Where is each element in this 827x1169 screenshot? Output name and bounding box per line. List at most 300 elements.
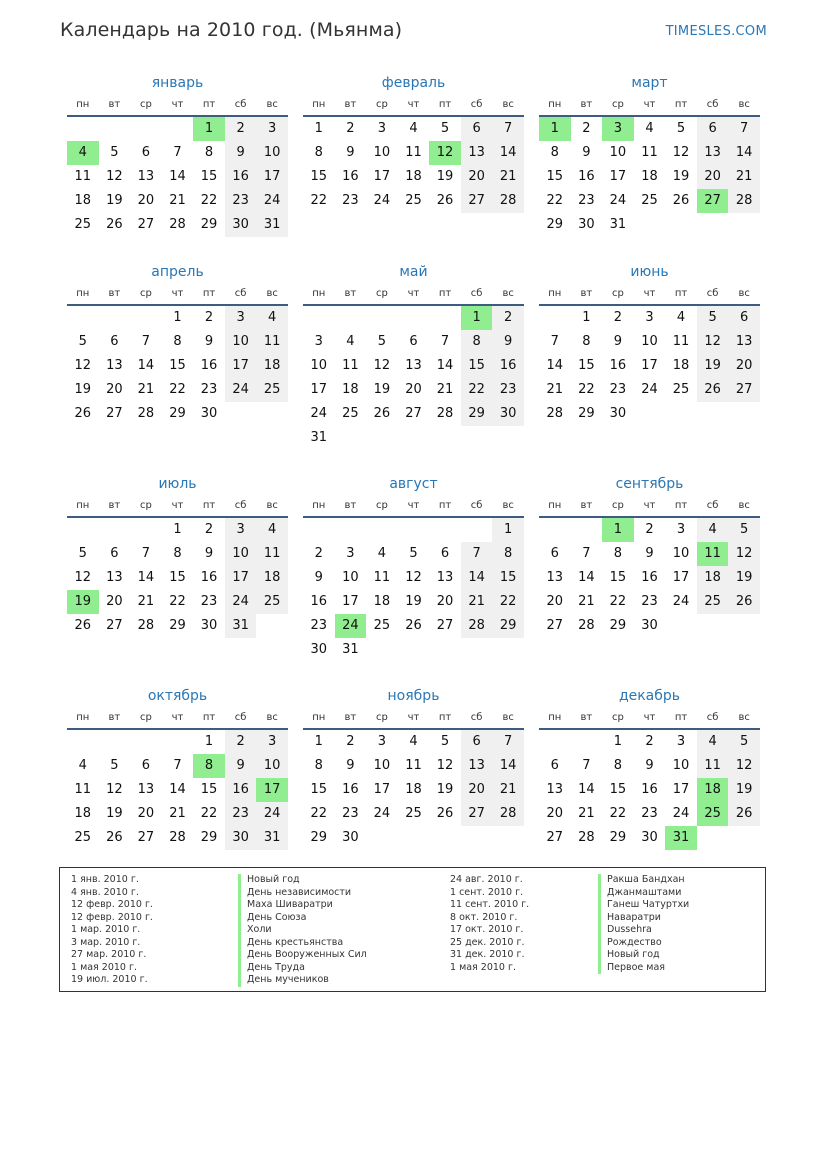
month-name: апрель (151, 264, 204, 280)
day-cell: 23 (225, 802, 257, 826)
legend-date: 3 мар. 2010 г. (71, 936, 141, 948)
day-cell: 15 (578, 358, 595, 373)
legend-holiday-name: Dussehra (598, 924, 689, 937)
day-cell: 6 (141, 145, 151, 160)
weekday-label: ср (375, 288, 388, 299)
day-cell: 11 (342, 358, 359, 373)
weekday-label: пт (438, 500, 452, 511)
day-cell: 24 (373, 806, 391, 821)
day-cell: 3 (256, 117, 288, 141)
day-cell: 21 (546, 382, 564, 397)
day-cell: 24 (373, 193, 391, 208)
day-cell: 22 (310, 193, 328, 208)
weekday-label: сб (234, 288, 247, 299)
legend-holiday-name: Джанмаштами (598, 887, 689, 900)
day-cell: 11 (256, 330, 288, 354)
day-cell: 31 (310, 430, 328, 445)
weekday-label: вт (580, 500, 593, 511)
day-cell: 2 (346, 121, 355, 136)
weekday-label: ср (139, 288, 152, 299)
month-name: июнь (630, 264, 669, 280)
day-cell: 21 (578, 806, 595, 821)
day-cell: 31 (256, 213, 288, 237)
weekday-label: вт (108, 99, 121, 110)
day-cell: 5 (110, 145, 119, 160)
weekday-label: сб (470, 99, 483, 110)
weekday-label: вс (266, 99, 278, 110)
day-cell: 5 (728, 730, 760, 754)
day-cell: 7 (492, 730, 524, 754)
day-cell: 26 (728, 590, 760, 614)
holiday-legend (59, 867, 766, 992)
day-cell: 2 (582, 121, 591, 136)
weekday-label: пн (312, 99, 326, 110)
day-cell: 25 (641, 193, 658, 208)
day-cell: 17 (225, 566, 257, 590)
day-cell: 12 (74, 358, 92, 373)
day-cell: 24 (256, 802, 288, 826)
day-cell: 8 (204, 145, 214, 160)
day-cell: 11 (672, 334, 690, 349)
day-cell: 14 (492, 141, 524, 165)
day-cell: 15 (609, 782, 627, 797)
weekday-label: сб (470, 712, 483, 723)
day-cell: 9 (346, 758, 355, 773)
day-cell: 4 (256, 518, 288, 542)
day-grid (303, 117, 524, 213)
weekday-label: пт (202, 288, 216, 299)
day-cell: 9 (225, 141, 257, 165)
empty-cell (303, 306, 335, 330)
day-cell: 19 (436, 782, 454, 797)
legend-date: 1 янв. 2010 г. (71, 874, 139, 885)
weekday-header (67, 707, 288, 730)
weekday-label: чт (171, 712, 184, 723)
legend-date: 17 окт. 2010 г. (450, 924, 524, 935)
weekday-label: пт (202, 712, 216, 723)
holiday-day: 17 (256, 778, 288, 802)
day-cell: 10 (609, 145, 627, 160)
day-cell: 3 (645, 310, 654, 325)
day-cell: 5 (409, 546, 418, 561)
legend-date: 8 окт. 2010 г. (450, 911, 518, 923)
day-cell: 23 (342, 806, 359, 821)
weekday-label: пн (548, 288, 562, 299)
day-cell: 14 (728, 141, 760, 165)
day-cell: 1 (314, 734, 323, 749)
empty-cell (67, 117, 99, 141)
day-cell: 16 (578, 169, 595, 184)
day-cell: 20 (461, 778, 493, 802)
day-cell: 20 (697, 165, 729, 189)
weekday-label: сб (234, 99, 247, 110)
day-cell: 21 (137, 594, 155, 609)
day-cell: 30 (342, 830, 359, 845)
day-cell: 30 (200, 406, 218, 421)
weekday-label: пт (438, 712, 452, 723)
day-cell: 4 (256, 306, 288, 330)
day-cell: 28 (461, 614, 493, 638)
day-cell: 7 (550, 334, 559, 349)
weekday-label: вт (344, 500, 357, 511)
day-cell: 10 (225, 330, 257, 354)
day-cell: 2 (204, 310, 214, 325)
day-cell: 12 (672, 145, 690, 160)
day-cell: 23 (609, 382, 627, 397)
day-cell: 5 (697, 306, 729, 330)
day-cell: 19 (728, 566, 760, 590)
day-cell: 12 (728, 542, 760, 566)
weekday-label: вс (502, 99, 514, 110)
legend-date: 12 февр. 2010 г. (71, 899, 153, 910)
day-cell: 4 (697, 518, 729, 542)
day-cell: 5 (440, 121, 450, 136)
day-cell: 8 (582, 334, 591, 349)
day-cell: 7 (141, 334, 151, 349)
day-cell: 1 (582, 310, 591, 325)
day-cell: 6 (110, 546, 119, 561)
day-cell: 21 (461, 590, 493, 614)
month-5 (303, 261, 524, 450)
day-cell: 29 (169, 618, 186, 633)
empty-cell (335, 306, 367, 330)
legend-date: 12 февр. 2010 г. (71, 911, 153, 923)
day-cell: 29 (546, 217, 564, 232)
holiday-day: 25 (697, 802, 729, 826)
weekday-header (303, 707, 524, 730)
day-cell: 2 (346, 734, 355, 749)
day-cell: 23 (578, 193, 595, 208)
day-cell: 4 (78, 758, 87, 773)
day-cell: 30 (492, 402, 524, 426)
day-cell: 13 (106, 570, 123, 585)
day-cell: 13 (461, 754, 493, 778)
day-cell: 29 (200, 217, 218, 232)
month-10 (67, 685, 288, 850)
day-cell: 17 (256, 165, 288, 189)
day-cell: 28 (492, 189, 524, 213)
day-cell: 6 (461, 117, 493, 141)
day-cell: 19 (405, 594, 422, 609)
weekday-label: вт (580, 712, 593, 723)
legend-holiday-name: Первое мая (598, 962, 689, 975)
legend-date: 24 авг. 2010 г. (450, 874, 523, 885)
day-cell: 18 (672, 358, 690, 373)
day-cell: 16 (342, 782, 359, 797)
day-cell: 22 (200, 806, 218, 821)
weekday-label: чт (643, 288, 656, 299)
day-cell: 9 (645, 758, 654, 773)
day-cell: 8 (492, 542, 524, 566)
day-cell: 5 (440, 734, 450, 749)
day-cell: 31 (609, 217, 627, 232)
weekday-label: пн (76, 712, 90, 723)
day-cell: 21 (169, 193, 186, 208)
weekday-label: чт (407, 288, 420, 299)
day-cell: 26 (436, 806, 454, 821)
day-cell: 26 (697, 378, 729, 402)
weekday-label: вс (502, 288, 514, 299)
day-cell: 25 (697, 590, 729, 614)
day-cell: 10 (373, 758, 391, 773)
weekday-label: вт (108, 288, 121, 299)
day-cell: 22 (578, 382, 595, 397)
day-cell: 20 (461, 165, 493, 189)
empty-cell (429, 306, 461, 330)
day-cell: 27 (137, 217, 155, 232)
day-cell: 20 (405, 382, 422, 397)
weekday-label: ср (375, 500, 388, 511)
day-cell: 21 (436, 382, 454, 397)
month-11 (303, 685, 524, 850)
day-grid (303, 518, 524, 662)
weekday-label: пт (438, 288, 452, 299)
weekday-label: чт (171, 99, 184, 110)
weekday-label: пн (548, 99, 562, 110)
weekday-label: вс (738, 99, 750, 110)
day-cell: 27 (436, 618, 454, 633)
weekday-label: вс (738, 288, 750, 299)
day-cell: 3 (676, 734, 686, 749)
day-cell: 8 (314, 145, 323, 160)
day-cell: 1 (613, 734, 623, 749)
day-cell: 17 (373, 782, 391, 797)
day-cell: 13 (461, 141, 493, 165)
holiday-day: 1 (602, 518, 634, 542)
weekday-header (67, 283, 288, 306)
empty-cell (99, 730, 131, 754)
holiday-day: 1 (539, 117, 571, 141)
day-cell: 5 (728, 518, 760, 542)
day-cell: 30 (225, 826, 257, 850)
day-cell: 15 (200, 169, 218, 184)
day-cell: 20 (546, 806, 564, 821)
month-name: март (631, 75, 668, 91)
day-cell: 25 (672, 382, 690, 397)
day-cell: 14 (578, 570, 595, 585)
day-cell: 8 (173, 546, 182, 561)
day-grid (303, 306, 524, 450)
weekday-label: вс (266, 288, 278, 299)
day-cell: 2 (645, 522, 654, 537)
day-cell: 19 (106, 193, 123, 208)
holiday-day: 1 (193, 117, 225, 141)
empty-cell (67, 518, 99, 542)
weekday-label: вс (738, 500, 750, 511)
day-cell: 26 (106, 217, 123, 232)
day-grid (303, 730, 524, 850)
day-cell: 23 (492, 378, 524, 402)
day-cell: 11 (74, 169, 92, 184)
day-cell: 10 (256, 141, 288, 165)
month-name: октябрь (147, 688, 208, 704)
month-4 (67, 261, 288, 426)
weekday-label: сб (470, 288, 483, 299)
day-cell: 22 (546, 193, 564, 208)
day-cell: 3 (676, 522, 686, 537)
day-cell: 2 (314, 546, 323, 561)
holiday-day: 12 (429, 141, 461, 165)
month-name: февраль (381, 75, 446, 91)
legend-holiday-name: Новый год (598, 949, 689, 962)
day-cell: 20 (546, 594, 564, 609)
empty-cell (99, 306, 131, 330)
day-cell: 16 (225, 165, 257, 189)
day-cell: 16 (225, 778, 257, 802)
weekday-label: ср (139, 500, 152, 511)
day-cell: 13 (546, 570, 564, 585)
day-cell: 30 (641, 618, 658, 633)
day-cell: 6 (409, 334, 418, 349)
day-cell: 17 (672, 782, 690, 797)
day-grid (67, 730, 288, 850)
holiday-day: 24 (335, 614, 367, 638)
day-cell: 28 (137, 618, 155, 633)
day-cell: 24 (225, 378, 257, 402)
day-cell: 26 (74, 618, 92, 633)
day-cell: 25 (342, 406, 359, 421)
holiday-day: 18 (697, 778, 729, 802)
day-cell: 10 (225, 542, 257, 566)
site-link[interactable]: TIMESLES.COM (665, 24, 767, 39)
day-cell: 5 (676, 121, 686, 136)
weekday-label: вс (266, 712, 278, 723)
day-cell: 26 (405, 618, 422, 633)
day-cell: 16 (310, 594, 328, 609)
day-cell: 22 (492, 590, 524, 614)
day-cell: 21 (492, 778, 524, 802)
day-cell: 24 (609, 193, 627, 208)
weekday-label: чт (407, 712, 420, 723)
day-cell: 3 (225, 518, 257, 542)
day-cell: 10 (256, 754, 288, 778)
day-cell: 25 (74, 217, 92, 232)
day-cell: 5 (377, 334, 387, 349)
weekday-label: вс (266, 500, 278, 511)
day-cell: 11 (256, 542, 288, 566)
weekday-header (539, 94, 760, 117)
day-cell: 8 (461, 330, 493, 354)
weekday-header (539, 283, 760, 306)
day-cell: 11 (641, 145, 658, 160)
legend-date: 1 сент. 2010 г. (450, 886, 524, 898)
day-cell: 26 (373, 406, 391, 421)
month-1 (67, 72, 288, 237)
legend-date: 11 сент. 2010 г. (450, 899, 530, 910)
day-cell: 27 (405, 406, 422, 421)
day-cell: 15 (461, 354, 493, 378)
weekday-header (303, 94, 524, 117)
day-cell: 18 (373, 594, 391, 609)
day-cell: 6 (728, 306, 760, 330)
weekday-label: пт (202, 500, 216, 511)
day-cell: 9 (613, 334, 623, 349)
day-cell: 31 (225, 614, 257, 638)
weekday-label: пт (674, 288, 688, 299)
day-cell: 4 (697, 730, 729, 754)
weekday-label: пн (548, 500, 562, 511)
day-cell: 22 (310, 806, 328, 821)
weekday-header (67, 495, 288, 518)
day-cell: 18 (74, 806, 92, 821)
weekday-label: ср (611, 288, 624, 299)
day-cell: 8 (173, 334, 182, 349)
day-cell: 25 (405, 193, 422, 208)
day-cell: 1 (492, 518, 524, 542)
day-cell: 25 (74, 830, 92, 845)
weekday-label: чт (643, 712, 656, 723)
day-cell: 7 (440, 334, 450, 349)
day-cell: 19 (672, 169, 690, 184)
day-cell: 13 (546, 782, 564, 797)
day-cell: 4 (409, 734, 418, 749)
empty-cell (130, 518, 162, 542)
weekday-label: сб (470, 500, 483, 511)
weekday-label: пт (674, 99, 688, 110)
day-cell: 16 (492, 354, 524, 378)
weekday-label: пн (312, 712, 326, 723)
empty-cell (398, 518, 430, 542)
day-cell: 25 (256, 378, 288, 402)
day-cell: 14 (546, 358, 564, 373)
weekday-label: вт (344, 712, 357, 723)
legend-holiday-name: Рождество (598, 937, 689, 950)
day-cell: 7 (173, 145, 182, 160)
month-name: июль (158, 476, 197, 492)
day-cell: 2 (613, 310, 623, 325)
day-cell: 15 (169, 570, 186, 585)
day-cell: 11 (697, 754, 729, 778)
day-cell: 28 (169, 217, 186, 232)
day-cell: 15 (310, 782, 328, 797)
day-cell: 1 (173, 522, 182, 537)
day-cell: 22 (609, 806, 627, 821)
legend-holiday-name: Ганеш Чатуртхи (598, 899, 689, 912)
day-cell: 27 (546, 830, 564, 845)
holiday-day: 27 (697, 189, 729, 213)
weekday-label: ср (139, 712, 152, 723)
day-cell: 30 (578, 217, 595, 232)
day-cell: 29 (578, 406, 595, 421)
day-cell: 30 (200, 618, 218, 633)
day-cell: 18 (342, 382, 359, 397)
empty-cell (162, 117, 194, 141)
empty-cell (539, 518, 571, 542)
day-cell: 28 (546, 406, 564, 421)
day-cell: 15 (492, 566, 524, 590)
day-cell: 9 (492, 330, 524, 354)
weekday-header (539, 495, 760, 518)
day-cell: 12 (106, 169, 123, 184)
month-6 (539, 261, 760, 426)
day-cell: 3 (256, 730, 288, 754)
day-cell: 14 (137, 570, 155, 585)
day-cell: 16 (200, 570, 218, 585)
day-cell: 15 (609, 570, 627, 585)
day-cell: 13 (436, 570, 454, 585)
day-cell: 27 (106, 618, 123, 633)
holiday-day: 31 (665, 826, 697, 850)
weekday-label: сб (706, 288, 719, 299)
day-cell: 17 (310, 382, 328, 397)
empty-cell (67, 306, 99, 330)
holiday-day: 3 (602, 117, 634, 141)
weekday-label: чт (171, 500, 184, 511)
empty-cell (162, 730, 194, 754)
empty-cell (461, 518, 493, 542)
weekday-label: вс (502, 500, 514, 511)
day-grid (539, 306, 760, 426)
